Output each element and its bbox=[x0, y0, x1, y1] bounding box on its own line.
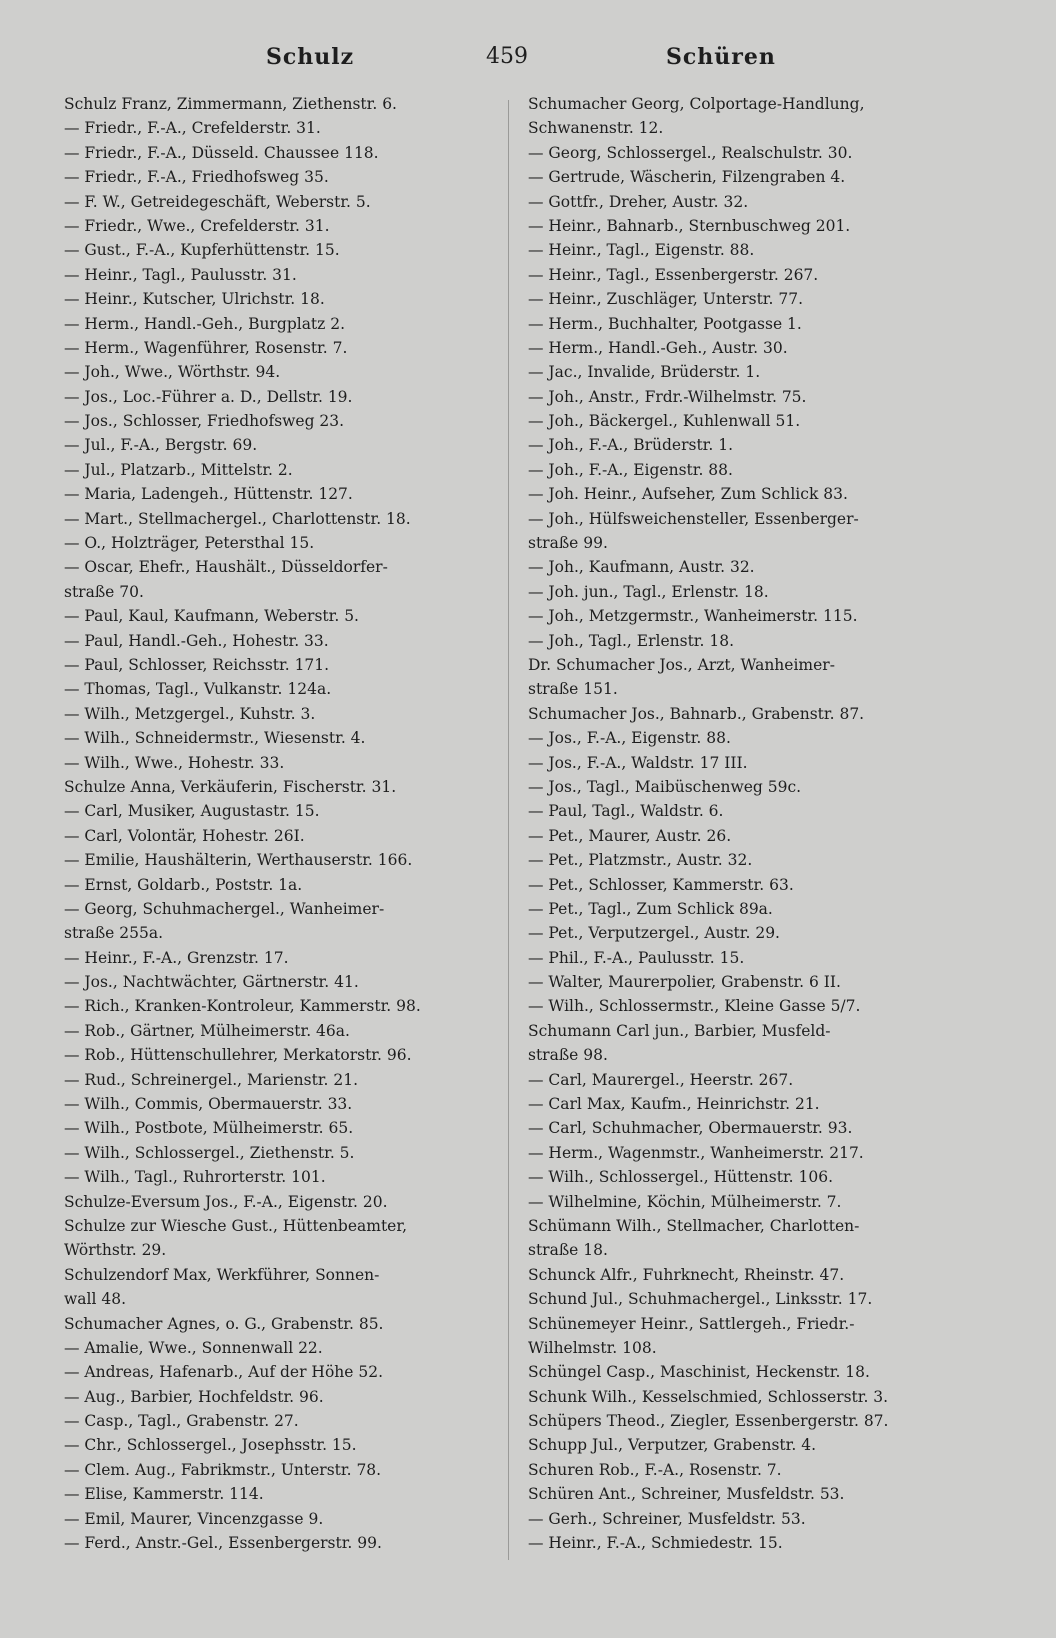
directory-entry-line: Schüren Ant., Schreiner, Musfeldstr. 53. bbox=[528, 1485, 845, 1504]
directory-entry-line: — Georg, Schlossergel., Realschulstr. 30. bbox=[528, 143, 853, 162]
directory-entry-line: — Aug., Barbier, Hochfeldstr. 96. bbox=[64, 1387, 324, 1406]
directory-entry-line: — Wilh., Commis, Obermauerstr. 33. bbox=[64, 1095, 353, 1114]
directory-entry-line: — Wilh., Tagl., Ruhrorterstr. 101. bbox=[64, 1168, 326, 1187]
directory-entry-line: — Joh., Tagl., Erlenstr. 18. bbox=[528, 631, 735, 650]
directory-entry-line: — Pet., Schlosser, Kammerstr. 63. bbox=[528, 875, 794, 894]
directory-entry-line: — Heinr., F.-A., Schmiedestr. 15. bbox=[528, 1534, 783, 1553]
directory-entry-line: — Jos., F.-A., Waldstr. 17 III. bbox=[528, 753, 748, 772]
directory-entry-line: — Paul, Schlosser, Reichsstr. 171. bbox=[64, 655, 330, 674]
directory-entry-line: — Emil, Maurer, Vincenzgasse 9. bbox=[64, 1509, 324, 1528]
directory-entry-line: — Casp., Tagl., Grabenstr. 27. bbox=[64, 1412, 299, 1431]
directory-entry-line: — F. W., Getreidegeschäft, Weberstr. 5. bbox=[64, 192, 371, 211]
directory-entry-line: — Gust., F.-A., Kupferhüttenstr. 15. bbox=[64, 241, 340, 260]
directory-entry-line: — Rud., Schreinergel., Marienstr. 21. bbox=[64, 1070, 359, 1089]
directory-entry-line: — Jos., Schlosser, Friedhofsweg 23. bbox=[64, 412, 345, 431]
directory-entry-line: — Jul., Platzarb., Mittelstr. 2. bbox=[64, 460, 293, 479]
directory-entry-line: — Jul., F.-A., Bergstr. 69. bbox=[64, 436, 258, 455]
directory-entry-line: — Friedr., F.-A., Friedhofsweg 35. bbox=[64, 168, 329, 187]
directory-entry-line: — Rich., Kranken-Kontroleur, Kammerstr. 98. bbox=[64, 997, 421, 1016]
directory-entry-line: Schulze-Eversum Jos., F.-A., Eigenstr. 20. bbox=[64, 1192, 388, 1211]
directory-entry-line: straße 151. bbox=[528, 680, 618, 699]
directory-entry-line: — Heinr., Tagl., Eigenstr. 88. bbox=[528, 241, 755, 260]
directory-entry-line: Schüngel Casp., Maschinist, Heckenstr. 18. bbox=[528, 1363, 870, 1382]
directory-entry-line: Schumann Carl jun., Barbier, Musfeld- bbox=[528, 1021, 831, 1040]
directory-entry-line: — Paul, Tagl., Waldstr. 6. bbox=[528, 802, 724, 821]
directory-entry-line: — O., Holzträger, Petersthal 15. bbox=[64, 534, 315, 553]
directory-entry-line: — Clem. Aug., Fabrikmstr., Unterstr. 78. bbox=[64, 1460, 382, 1479]
directory-entry-line: — Pet., Maurer, Austr. 26. bbox=[528, 826, 732, 845]
directory-entry-line: Schulze zur Wiesche Gust., Hüttenbeamter, bbox=[64, 1216, 407, 1235]
directory-entry-line: straße 99. bbox=[528, 534, 608, 553]
directory-entry-line: — Phil., F.-A., Paulusstr. 15. bbox=[528, 948, 745, 967]
directory-entry-line: — Heinr., Bahnarb., Sternbuschweg 201. bbox=[528, 216, 851, 235]
directory-entry-line: Wilhelmstr. 108. bbox=[528, 1338, 657, 1357]
directory-entry-line: — Elise, Kammerstr. 114. bbox=[64, 1485, 264, 1504]
directory-entry-line: — Joh., F.-A., Brüderstr. 1. bbox=[528, 436, 734, 455]
directory-entry-line: — Paul, Handl.-Geh., Hohestr. 33. bbox=[64, 631, 329, 650]
directory-entry-line: — Gerh., Schreiner, Musfeldstr. 53. bbox=[528, 1509, 806, 1528]
directory-entry-line: — Friedr., F.-A., Düsseld. Chaussee 118. bbox=[64, 143, 379, 162]
directory-entry-line: — Wilh., Wwe., Hohestr. 33. bbox=[64, 753, 285, 772]
directory-entry-line: — Friedr., Wwe., Crefelderstr. 31. bbox=[64, 216, 330, 235]
directory-entry-line: — Andreas, Hafenarb., Auf der Höhe 52. bbox=[64, 1363, 384, 1382]
directory-entry-line: — Carl, Maurergel., Heerstr. 267. bbox=[528, 1070, 794, 1089]
directory-entry-line: Schumacher Agnes, o. G., Grabenstr. 85. bbox=[64, 1314, 384, 1333]
right-column bbox=[528, 92, 972, 1555]
left-running-head: Schulz bbox=[266, 44, 355, 70]
directory-entry-line: — Chr., Schlossergel., Josephsstr. 15. bbox=[64, 1436, 357, 1455]
directory-entry-line: straße 18. bbox=[528, 1241, 608, 1260]
directory-entry-line: — Jos., Tagl., Maibüschenweg 59c. bbox=[528, 777, 802, 796]
directory-entry-line: — Carl, Volontär, Hohestr. 26I. bbox=[64, 826, 305, 845]
directory-entry-line: — Carl, Schuhmacher, Obermauerstr. 93. bbox=[528, 1119, 853, 1138]
directory-entry-line: — Herm., Buchhalter, Pootgasse 1. bbox=[528, 314, 802, 333]
directory-entry-line: Schuren Rob., F.-A., Rosenstr. 7. bbox=[528, 1460, 782, 1479]
directory-entry-line: — Friedr., F.-A., Crefelderstr. 31. bbox=[64, 119, 321, 138]
directory-entry-line: — Herm., Wagenmstr., Wanheimerstr. 217. bbox=[528, 1143, 864, 1162]
directory-entry-line: Schümann Wilh., Stellmacher, Charlotten- bbox=[528, 1216, 860, 1235]
directory-entry-line: — Joh. Heinr., Aufseher, Zum Schlick 83. bbox=[528, 485, 848, 504]
directory-entry-line: Dr. Schumacher Jos., Arzt, Wanheimer- bbox=[528, 655, 835, 674]
directory-entry-line: Schund Jul., Schuhmachergel., Linksstr. 17. bbox=[528, 1290, 873, 1309]
directory-entry-line: — Carl Max, Kaufm., Heinrichstr. 21. bbox=[528, 1095, 820, 1114]
directory-entry-line: — Wilh., Schneidermstr., Wiesenstr. 4. bbox=[64, 729, 366, 748]
directory-entry-line: Schunk Wilh., Kesselschmied, Schlosserstr. 3. bbox=[528, 1387, 889, 1406]
directory-entry-line: Schulze Anna, Verkäuferin, Fischerstr. 31. bbox=[64, 777, 397, 796]
directory-entry-line: — Heinr., Zuschläger, Unterstr. 77. bbox=[528, 290, 804, 309]
directory-entry-line: — Carl, Musiker, Augustastr. 15. bbox=[64, 802, 320, 821]
directory-entry-line: — Jac., Invalide, Brüderstr. 1. bbox=[528, 363, 761, 382]
directory-entry-line: Wörthstr. 29. bbox=[64, 1241, 167, 1260]
directory-entry-line: — Wilh., Schlossergel., Hüttenstr. 106. bbox=[528, 1168, 834, 1187]
directory-entry-line: — Rob., Hüttenschullehrer, Merkatorstr. 96. bbox=[64, 1046, 412, 1065]
directory-entry-line: — Jos., F.-A., Eigenstr. 88. bbox=[528, 729, 731, 748]
directory-entry-line: — Georg, Schuhmachergel., Wanheimer- bbox=[64, 899, 385, 918]
directory-entry-line: — Ferd., Anstr.-Gel., Essenbergerstr. 99. bbox=[64, 1534, 382, 1553]
directory-entry-line: — Herm., Wagenführer, Rosenstr. 7. bbox=[64, 338, 348, 357]
right-running-head: Schüren bbox=[666, 44, 776, 70]
directory-entry-line: Schulzendorf Max, Werkführer, Sonnen- bbox=[64, 1265, 380, 1284]
directory-entry-line: straße 98. bbox=[528, 1046, 608, 1065]
directory-entry-line: — Heinr., Tagl., Paulusstr. 31. bbox=[64, 265, 297, 284]
directory-entry-line: Schünemeyer Heinr., Sattlergeh., Friedr.- bbox=[528, 1314, 855, 1333]
directory-entry-line: — Ernst, Goldarb., Poststr. 1a. bbox=[64, 875, 303, 894]
directory-entry-line: — Joh., Hülfsweichensteller, Essenberger- bbox=[528, 509, 859, 528]
directory-entry-line: — Wilhelmine, Köchin, Mülheimerstr. 7. bbox=[528, 1192, 842, 1211]
directory-entry-line: — Amalie, Wwe., Sonnenwall 22. bbox=[64, 1338, 323, 1357]
directory-entry-line: — Jos., Loc.-Führer a. D., Dellstr. 19. bbox=[64, 387, 353, 406]
directory-entry-line: — Wilh., Schlossergel., Ziethenstr. 5. bbox=[64, 1143, 355, 1162]
directory-entry-line: — Joh., Wwe., Wörthstr. 94. bbox=[64, 363, 281, 382]
directory-entry-line: wall 48. bbox=[64, 1290, 126, 1309]
directory-entry-line: — Wilh., Metzgergel., Kuhstr. 3. bbox=[64, 704, 316, 723]
directory-entry-line: — Gottfr., Dreher, Austr. 32. bbox=[528, 192, 749, 211]
directory-entry-line: — Heinr., F.-A., Grenzstr. 17. bbox=[64, 948, 289, 967]
directory-entry-line: Schumacher Jos., Bahnarb., Grabenstr. 87. bbox=[528, 704, 865, 723]
directory-entry-line: — Joh., Kaufmann, Austr. 32. bbox=[528, 558, 755, 577]
directory-entry-line: — Wilh., Postbote, Mülheimerstr. 65. bbox=[64, 1119, 354, 1138]
directory-entry-line: — Wilh., Schlossermstr., Kleine Gasse 5/7. bbox=[528, 997, 861, 1016]
directory-entry-line: — Herm., Handl.-Geh., Austr. 30. bbox=[528, 338, 788, 357]
directory-entry-line: — Mart., Stellmachergel., Charlottenstr. 18. bbox=[64, 509, 411, 528]
directory-entry-line: — Heinr., Kutscher, Ulrichstr. 18. bbox=[64, 290, 325, 309]
directory-entry-line: Schulz Franz, Zimmermann, Ziethenstr. 6. bbox=[64, 95, 397, 113]
directory-entry-line: — Pet., Tagl., Zum Schlick 89a. bbox=[528, 899, 773, 918]
directory-entry-line: — Pet., Verputzergel., Austr. 29. bbox=[528, 924, 780, 943]
page-number: 459 bbox=[486, 44, 528, 69]
directory-entry-line: Schupp Jul., Verputzer, Grabenstr. 4. bbox=[528, 1436, 816, 1455]
directory-entry-line: — Walter, Maurerpolier, Grabenstr. 6 II. bbox=[528, 973, 841, 992]
directory-entry-line: straße 255a. bbox=[64, 924, 164, 943]
directory-entry-line: Schwanenstr. 12. bbox=[528, 119, 664, 138]
directory-entry-line: — Joh. jun., Tagl., Erlenstr. 18. bbox=[528, 582, 769, 601]
directory-entry-line: Schunck Alfr., Fuhrknecht, Rheinstr. 47. bbox=[528, 1265, 845, 1284]
directory-entry-line: — Gertrude, Wäscherin, Filzengraben 4. bbox=[528, 168, 846, 187]
directory-entry-line: — Oscar, Ehefr., Haushält., Düsseldorfer- bbox=[64, 558, 388, 577]
directory-entry-line: Schüpers Theod., Ziegler, Essenbergerstr. 87. bbox=[528, 1412, 889, 1431]
directory-entry-line: — Maria, Ladengeh., Hüttenstr. 127. bbox=[64, 485, 353, 504]
directory-entry-line: — Joh., Anstr., Frdr.-Wilhelmstr. 75. bbox=[528, 387, 807, 406]
directory-entry-line: — Thomas, Tagl., Vulkanstr. 124a. bbox=[64, 680, 332, 699]
directory-entry-line: — Joh., F.-A., Eigenstr. 88. bbox=[528, 460, 733, 479]
directory-entry-line: — Rob., Gärtner, Mülheimerstr. 46a. bbox=[64, 1021, 350, 1040]
directory-entry-line: — Pet., Platzmstr., Austr. 32. bbox=[528, 851, 753, 870]
directory-entry-line: Schumacher Georg, Colportage-Handlung, bbox=[528, 95, 865, 113]
page-header bbox=[0, 44, 1056, 72]
directory-entry-line: — Jos., Nachtwächter, Gärtnerstr. 41. bbox=[64, 973, 359, 992]
left-column bbox=[64, 92, 500, 1555]
directory-entry-line: — Heinr., Tagl., Essenbergerstr. 267. bbox=[528, 265, 819, 284]
directory-entry-line: — Paul, Kaul, Kaufmann, Weberstr. 5. bbox=[64, 607, 359, 626]
directory-entry-line: — Joh., Bäckergel., Kuhlenwall 51. bbox=[528, 412, 801, 431]
column-divider bbox=[508, 100, 509, 1560]
directory-entry-line: straße 70. bbox=[64, 582, 144, 601]
directory-entry-line: — Emilie, Haushälterin, Werthauserstr. 166. bbox=[64, 851, 413, 870]
directory-entry-line: — Joh., Metzgermstr., Wanheimerstr. 115. bbox=[528, 607, 858, 626]
directory-entry-line: — Herm., Handl.-Geh., Burgplatz 2. bbox=[64, 314, 346, 333]
